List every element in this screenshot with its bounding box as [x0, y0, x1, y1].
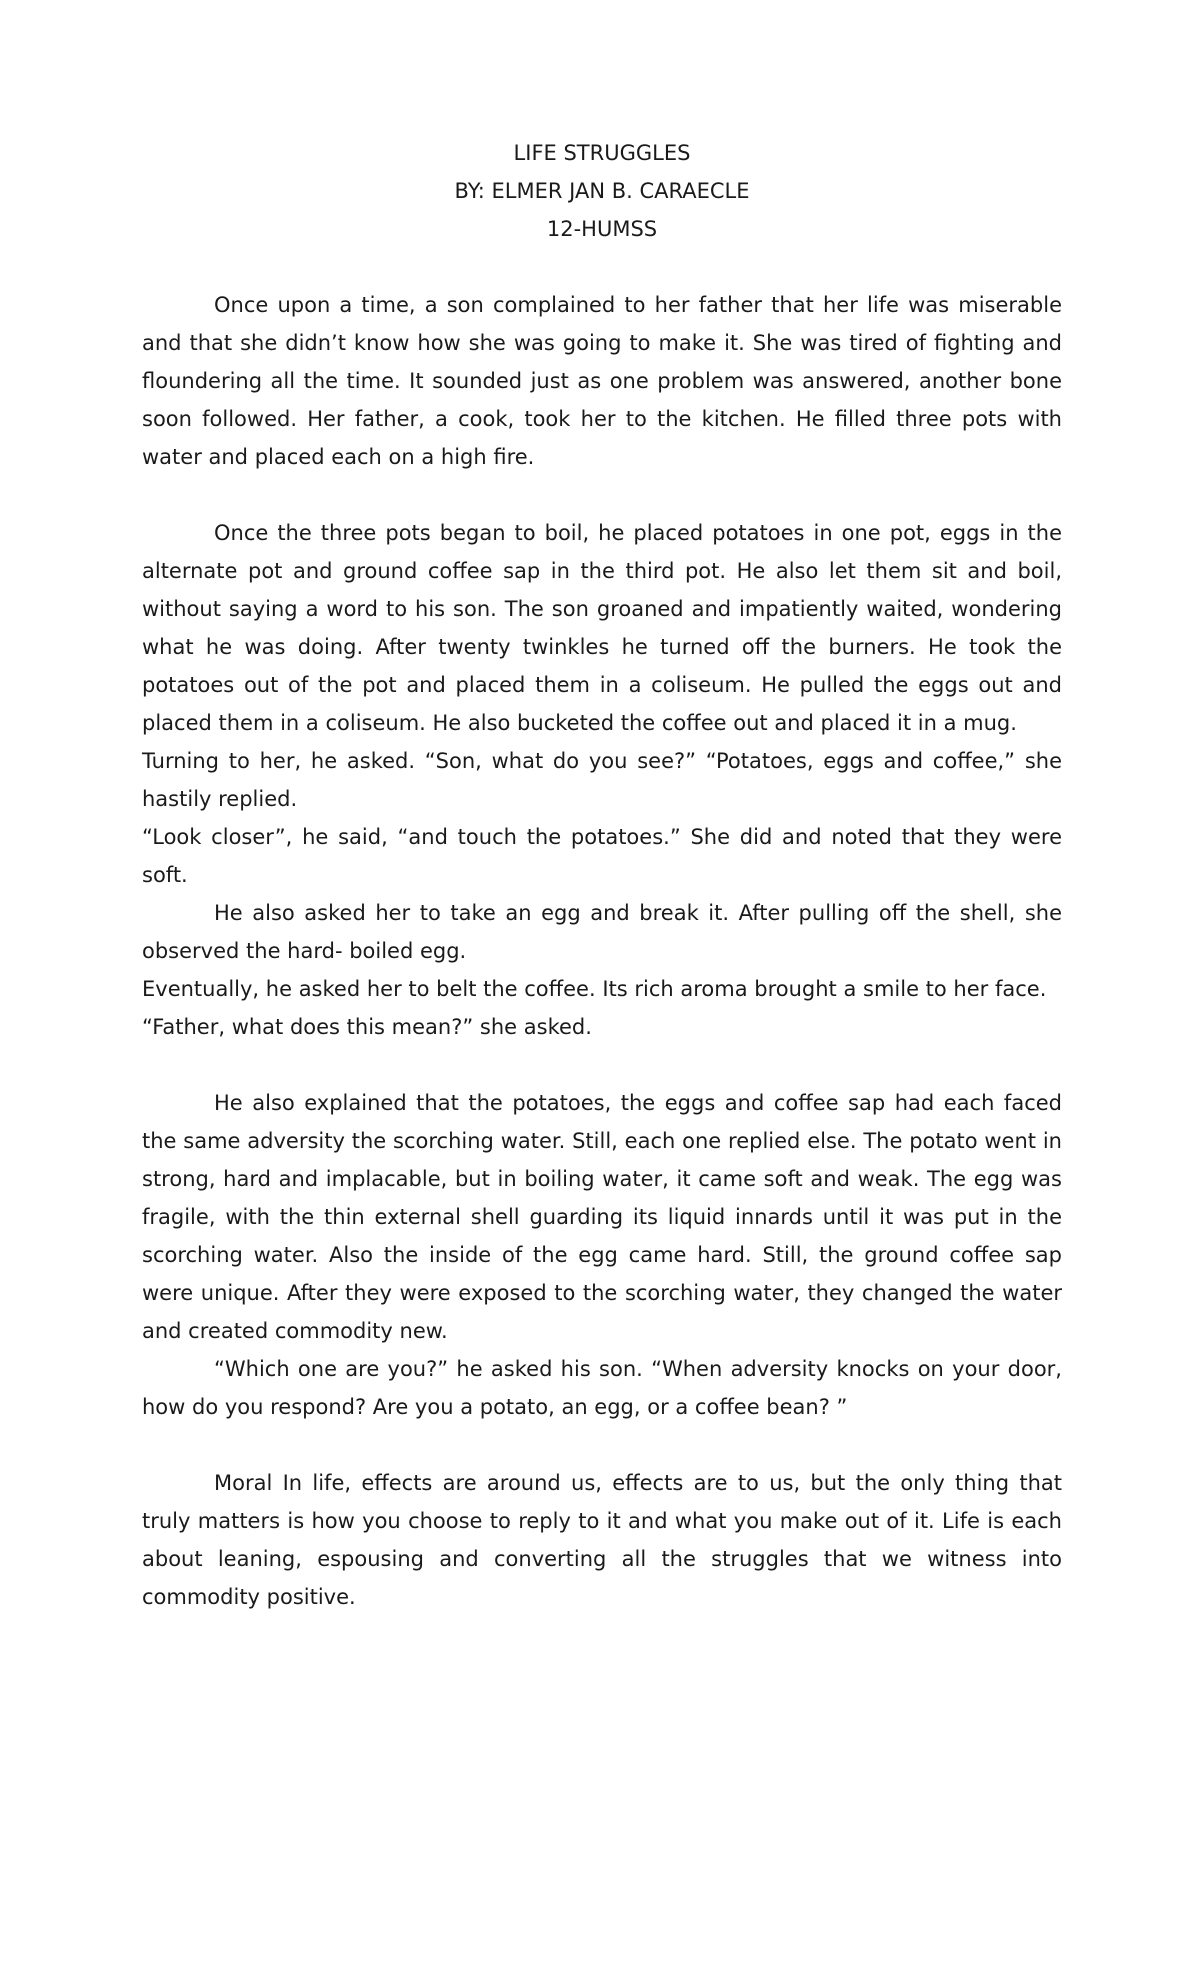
- paragraph-6: Eventually, he asked her to belt the coffee. Its rich aroma brought a smile to her face.: [142, 977, 1047, 1001]
- document-title: LIFE STRUGGLES: [513, 141, 691, 165]
- paragraph-8: He also explained that the potatoes, the eggs and coffee sap had each faced the same adversity the scorching water. Still, each one replied else. The potato went in strong, hard and implacable, but in boiling water, it came soft and weak. The egg was fragile, with the thin external shell guarding its liquid innards until it was put in the scorching water. Also the inside of the egg came hard. Still, the ground coffee sap were unique. After they were exposed to the scorching water, they changed the water and created commodity new.: [142, 1091, 1062, 1343]
- paragraph-5: He also asked her to take an egg and break it. After pulling off the shell, she observed the hard- boiled egg.: [142, 901, 1062, 963]
- paragraph-9: “Which one are you?” he asked his son. “When adversity knocks on your door, how do you respond? Are you a potato, an egg, or a coffee bean? ”: [142, 1357, 1062, 1419]
- document-page: [142, 134, 1062, 1616]
- paragraph-1: Once upon a time, a son complained to her father that her life was miserable and that she didn’t know how she was going to make it. She was tired of fighting and floundering all the time. It sounded just as one problem was answered, another bone soon followed. Her father, a cook, took her to the kitchen. He filled three pots with water and placed each on a high fire.: [142, 293, 1062, 469]
- paragraph-7: “Father, what does this mean?” she asked.: [142, 1015, 592, 1039]
- paragraph-gap: [142, 1046, 1062, 1084]
- paragraph-gap: [142, 476, 1062, 514]
- paragraph-3: Turning to her, he asked. “Son, what do you see?” “Potatoes, eggs and coffee,” she hastily replied.: [142, 749, 1062, 811]
- paragraph-10: Moral In life, effects are around us, effects are to us, but the only thing that truly matters is how you choose to reply to it and what you make out of it. Life is each about leaning, espousing and converting all the struggles that we witness into commodity positive.: [142, 1471, 1062, 1609]
- document-author: BY: ELMER JAN B. CARAECLE: [454, 179, 750, 203]
- paragraph-4: “Look closer”, he said, “and touch the potatoes.” She did and noted that they were soft.: [142, 825, 1062, 887]
- document-header: [142, 134, 1062, 248]
- document-section: 12-HUMSS: [546, 217, 658, 241]
- paragraph-2: Once the three pots began to boil, he placed potatoes in one pot, eggs in the alternate pot and ground coffee sap in the third pot. He also let them sit and boil, without saying a word to his son. The son groaned and impatiently waited, wondering what he was doing. After twenty twinkles he turned off the burners. He took the potatoes out of the pot and placed them in a coliseum. He pulled the eggs out and placed them in a coliseum. He also bucketed the coffee out and placed it in a mug.: [142, 521, 1062, 735]
- paragraph-gap: [142, 1426, 1062, 1464]
